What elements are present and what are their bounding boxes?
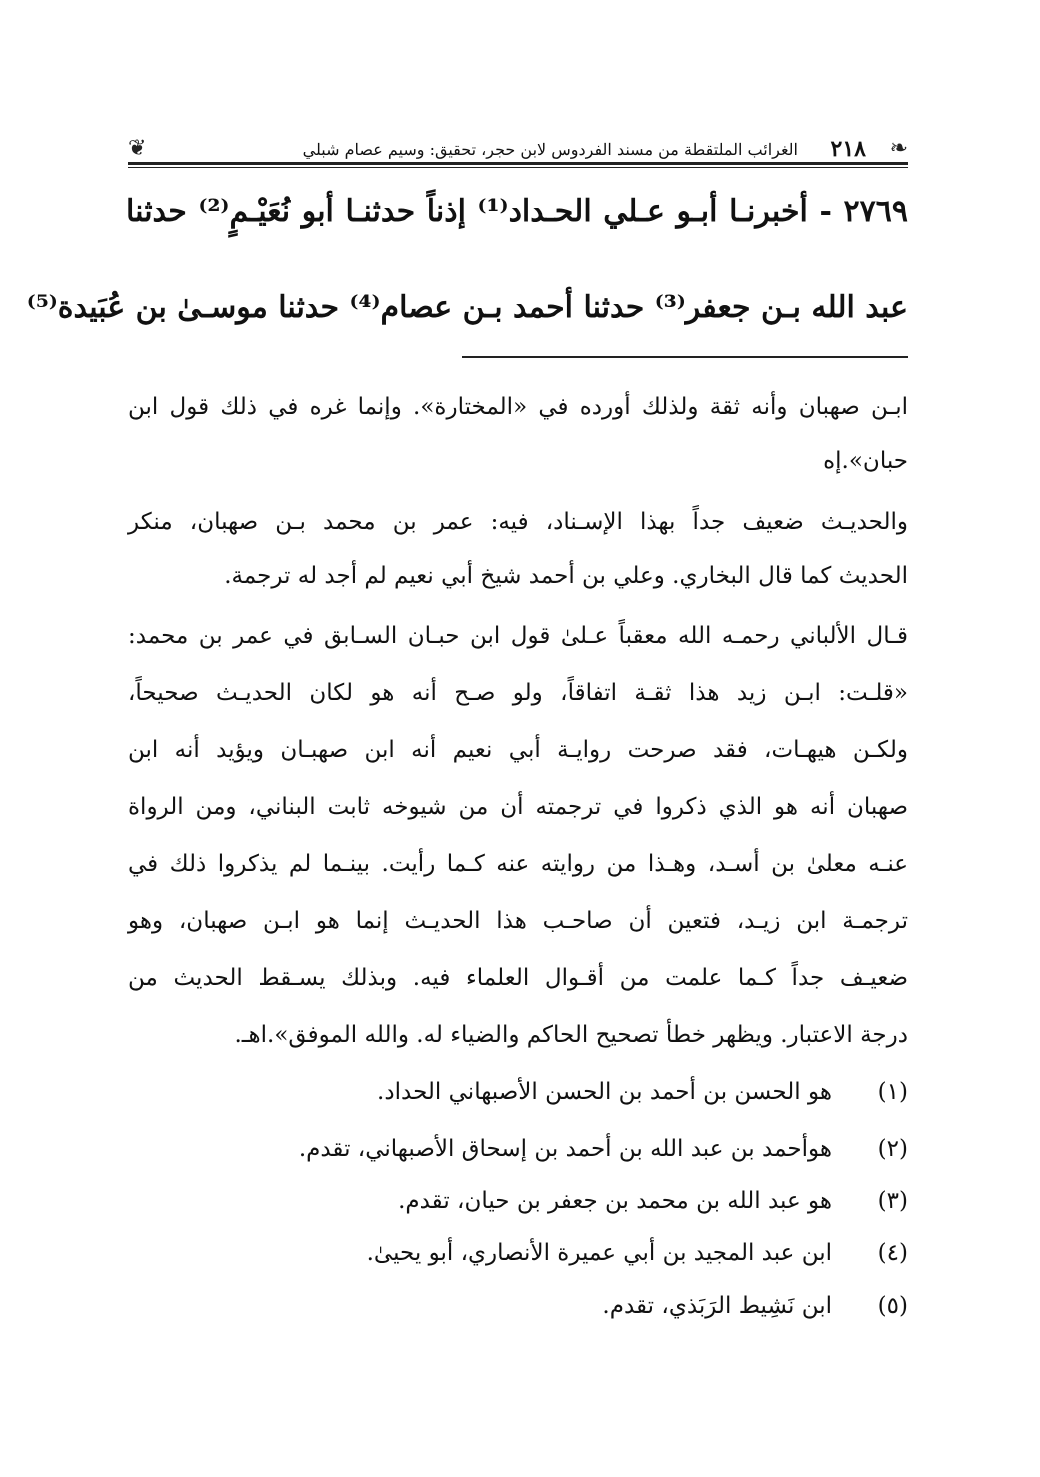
footnote-number: (١) bbox=[877, 1079, 908, 1105]
footnote bbox=[602, 1291, 908, 1321]
footnote-text: هوأحمد بن عبد الله بن أحمد بن إسحاق الأصبهاني، تقدم. bbox=[298, 1136, 832, 1162]
footnote-text: ابن نَشِيط الرَبَذي، تقدم. bbox=[602, 1293, 832, 1319]
footnote-text: ابن عبد المجيد بن أبي عميرة الأنصاري، أبو يحيىٰ. bbox=[366, 1240, 832, 1266]
commentary-line: قـال الألباني رحمـه الله معقباً عـلىٰ قول ابن حبـان السـابق في عمر بن محمد: bbox=[128, 623, 908, 649]
commentary-line: ولكـن هيهـات، فقد صرحت روايـة أبي نعيم أنه ابن صهبـان ويؤيد أنه ابن bbox=[128, 737, 908, 763]
footnote bbox=[367, 1238, 908, 1268]
footnote-separator bbox=[462, 356, 908, 358]
commentary-line: صهبان أنه هو الذي ذكروا في ترجمته أن من شيوخه ثابت البناني، ومن الرواة bbox=[128, 794, 908, 820]
commentary-line: عنـه معلىٰ بن أسـد، وهـذا من روايته عنه كـما رأيت. بينـما لم يذكروا ذلك في bbox=[128, 851, 908, 877]
footnote-number: (٣) bbox=[877, 1188, 908, 1214]
commentary-line: ضعيـف جداً كـما علمت من أقـوال العلماء فيه. وبذلك يسـقط الحديث من bbox=[128, 965, 908, 991]
footnote-number: (٤) bbox=[877, 1240, 908, 1266]
footnote bbox=[299, 1134, 908, 1164]
book-title: الغرائب الملتقطة من مسند الفردوس لابن حجر، تحقيق: وسيم عصام شبلي bbox=[302, 140, 798, 159]
commentary-line: درجة الاعتبار. ويظهر خطأ تصحيح الحاكم والضياء له. والله الموفق».اهـ. bbox=[234, 1022, 908, 1048]
footnote-text: هو الحسن بن أحمد بن الحسن الأصبهاني الحداد. bbox=[377, 1079, 832, 1105]
right-ornament-icon: ❧ bbox=[889, 136, 908, 161]
commentary-line: ترجمـة ابن زيـد، فتعين أن صاحـب هذا الحديـث إنما هو ابـن صهبان، وهو bbox=[128, 908, 908, 934]
hadith-line-2: عبد الله بـن جعفر⁽³⁾ حدثنا أحمد بـن عصام⁽⁴⁾ حدثنا موسـىٰ بن عُبَيدة⁽⁵⁾ bbox=[26, 290, 908, 325]
left-ornament-icon: ❦ bbox=[128, 136, 147, 161]
footnote-number: (٢) bbox=[877, 1136, 908, 1162]
footnote-number: (٥) bbox=[877, 1293, 908, 1319]
commentary-line: ابـن صهبان وأنه ثقة ولذلك أورده في «المختارة». وإنما غره في ذلك قول ابن bbox=[128, 394, 908, 420]
header-rule-thin bbox=[128, 167, 908, 168]
footnote bbox=[398, 1186, 908, 1216]
hadith-line-1: ٢٧٦٩ - أخبرنـا أبـو عـلي الحـداد⁽¹⁾ إذناً حدثنـا أبو نُعَيْـمٍ⁽²⁾ حدثنا bbox=[126, 194, 908, 229]
header-rule bbox=[128, 162, 908, 165]
commentary-line: حبان».إه bbox=[823, 448, 908, 474]
commentary-line: «قلـت: ابـن زيد هذا ثقـة اتفاقاً، ولو صـح أنه هو لكان الحديـث صحيحاً، bbox=[128, 680, 908, 706]
running-header bbox=[128, 136, 908, 170]
commentary-line: والحديـث ضعيف جداً بهذا الإسـناد، فيه: عمر بن محمد بـن صهبان، منكر bbox=[128, 509, 908, 535]
page-number: ٢١٨ bbox=[830, 136, 866, 162]
footnote bbox=[377, 1077, 908, 1107]
footnote-text: هو عبد الله بن محمد بن جعفر بن حيان، تقدم. bbox=[398, 1188, 832, 1214]
commentary-line: الحديث كما قال البخاري. وعلي بن أحمد شيخ أبي نعيم لم أجد له ترجمة. bbox=[224, 563, 908, 589]
